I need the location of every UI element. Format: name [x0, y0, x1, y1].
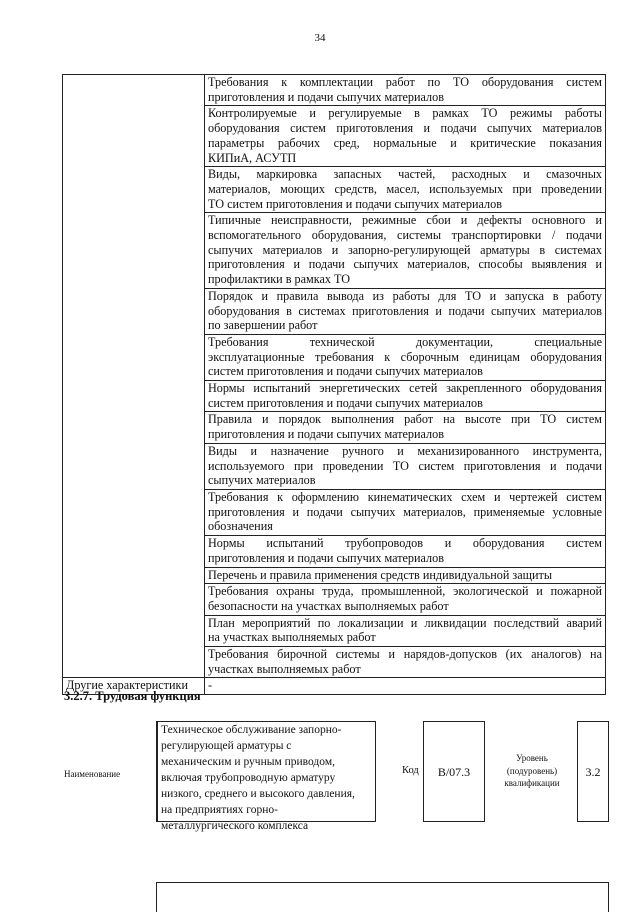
requirement-line: систем приготовления и подачи сыпучих материалов	[208, 395, 483, 410]
requirement-text	[205, 647, 606, 678]
requirement-line: профилактики в рамках ТО	[208, 272, 351, 287]
requirement-line: параметры рабочих сред, нормальные и критические показания	[208, 135, 602, 150]
requirement-text	[205, 75, 606, 106]
requirement-line: Виды и назначение ручного и механизированного инструмента,	[208, 443, 602, 458]
requirement-line: по завершении работ	[208, 318, 318, 333]
requirement-text	[205, 106, 606, 167]
requirement-row	[63, 75, 606, 106]
requirement-line: материалов, моющих средств, масел, используемых при проведении	[208, 181, 602, 196]
requirement-line: приготовления и подачи сыпучих материалов	[208, 550, 444, 565]
function-name-line: механическим и ручным приводом,	[161, 756, 335, 768]
function-name-text	[161, 722, 372, 834]
code-value: B/07.3	[437, 765, 471, 779]
function-name-line: регулирующей арматуры с	[161, 740, 292, 752]
requirement-text	[205, 584, 606, 615]
requirement-line: используемого при проведении ТО систем приготовления и подачи	[208, 458, 602, 473]
requirement-line: Нормы испытаний трубопроводов и оборудования систем	[208, 536, 602, 551]
level-label-line: квалификации	[504, 778, 560, 788]
requirement-text	[205, 489, 606, 535]
requirement-line: Порядок и правила вывода из работы для ТО и запуска в работу	[208, 288, 602, 303]
requirement-text	[205, 167, 606, 213]
other-characteristics-label: Другие характеристики	[63, 678, 205, 695]
requirement-line: ТО систем приготовления и подачи сыпучих материалов	[208, 196, 502, 211]
requirement-text	[205, 615, 606, 646]
level-value: 3.2	[585, 765, 601, 779]
requirement-line: сыпучих материалов	[208, 473, 316, 488]
requirement-line: приготовления и подачи сыпучих материалов, способы выявления и	[208, 257, 602, 272]
requirement-line: оборудования систем приготовления и подачи сыпучих материалов	[208, 121, 602, 136]
naming-label: Наименование	[64, 769, 121, 779]
requirement-line: на участках выполняемых работ	[208, 630, 376, 645]
requirement-line: участках выполняемых работ	[208, 661, 361, 676]
requirement-text	[205, 334, 606, 380]
requirement-text	[205, 567, 606, 584]
requirement-line: приготовления и подачи сыпучих материалов, применяемые условные	[208, 504, 602, 519]
requirement-line: обозначения	[208, 519, 273, 534]
next-table-border	[156, 882, 609, 912]
level-label-line: Уровень	[516, 753, 548, 763]
requirements-left-cell	[63, 75, 205, 678]
function-name-line: включая трубопроводную арматуру	[161, 772, 336, 784]
requirement-line: вспомогательного оборудования, системы транспортировки / подачи	[208, 228, 602, 243]
level-label-line: (подуровень)	[506, 765, 558, 776]
requirement-line: Виды, маркировка запасных частей, расходных и смазочных	[208, 167, 602, 182]
requirement-text	[205, 443, 606, 489]
requirement-line: Перечень и правила применения средств индивидуальной защиты	[208, 567, 553, 582]
requirement-line: Правила и порядок выполнения работ на высоте при ТО систем	[208, 412, 602, 427]
requirement-line: Нормы испытаний энергетических сетей закрепленного оборудования	[208, 381, 602, 396]
level-box	[577, 721, 609, 822]
code-label: Код	[402, 765, 419, 776]
requirements-table	[62, 74, 606, 695]
code-box	[423, 721, 485, 822]
requirement-line: оборудования в системах приготовления и подачи сыпучих материалов	[208, 303, 602, 318]
function-name-line: низкого, среднего и высокого давления,	[161, 788, 355, 800]
page-number: 34	[314, 32, 326, 44]
requirement-line: Требования к комплектации работ по ТО оборудования систем	[208, 75, 602, 89]
requirement-line: сыпучих материалов и запорно-регулирующей арматуры в системах	[208, 242, 602, 257]
requirement-text	[205, 213, 606, 289]
requirement-line: Требования охраны труда, промышленной, экологической и пожарной	[208, 584, 602, 599]
function-name-line: на предприятиях горно-	[161, 804, 278, 816]
requirement-text	[205, 536, 606, 567]
requirement-line: КИПиА, АСУТП	[208, 150, 297, 165]
section-heading: 3.2.7. Трудовая функция	[64, 689, 201, 703]
requirement-line: Требования к оформлению кинематических схем и чертежей систем	[208, 489, 602, 504]
requirement-line: План мероприятий по локализации и ликвидации последствий аварий	[208, 615, 602, 630]
requirement-line: приготовления и подачи сыпучих материалов	[208, 427, 444, 442]
requirement-line: Типичные неисправности, режимные сбои и дефекты основного и	[208, 213, 602, 228]
function-name-line: металлургического комплекса	[161, 820, 309, 832]
qualification-level-label	[494, 752, 570, 790]
requirement-text	[205, 412, 606, 443]
requirement-line: эксплуатационные требования к сборочным единицам оборудования	[208, 349, 602, 364]
requirement-line: систем приготовления и подачи сыпучих материалов	[208, 364, 483, 379]
requirement-line: Требования бирочной системы и нарядов-допусков (их аналогов) на	[208, 647, 602, 662]
requirement-line: приготовления и подачи сыпучих материалов	[208, 89, 444, 104]
requirement-line: безопасности на участках выполняемых работ	[208, 598, 449, 613]
function-name-box	[156, 721, 376, 832]
function-name-line: Техническое обслуживание запорно-	[161, 724, 342, 736]
requirement-line: Контролируемые и регулируемые в рамках ТО режимы работы	[208, 106, 602, 121]
other-characteristics-value: -	[205, 678, 606, 695]
requirement-text	[205, 288, 606, 334]
requirement-line: Требования технической документации, специальные	[208, 334, 602, 349]
requirement-text	[205, 381, 606, 412]
